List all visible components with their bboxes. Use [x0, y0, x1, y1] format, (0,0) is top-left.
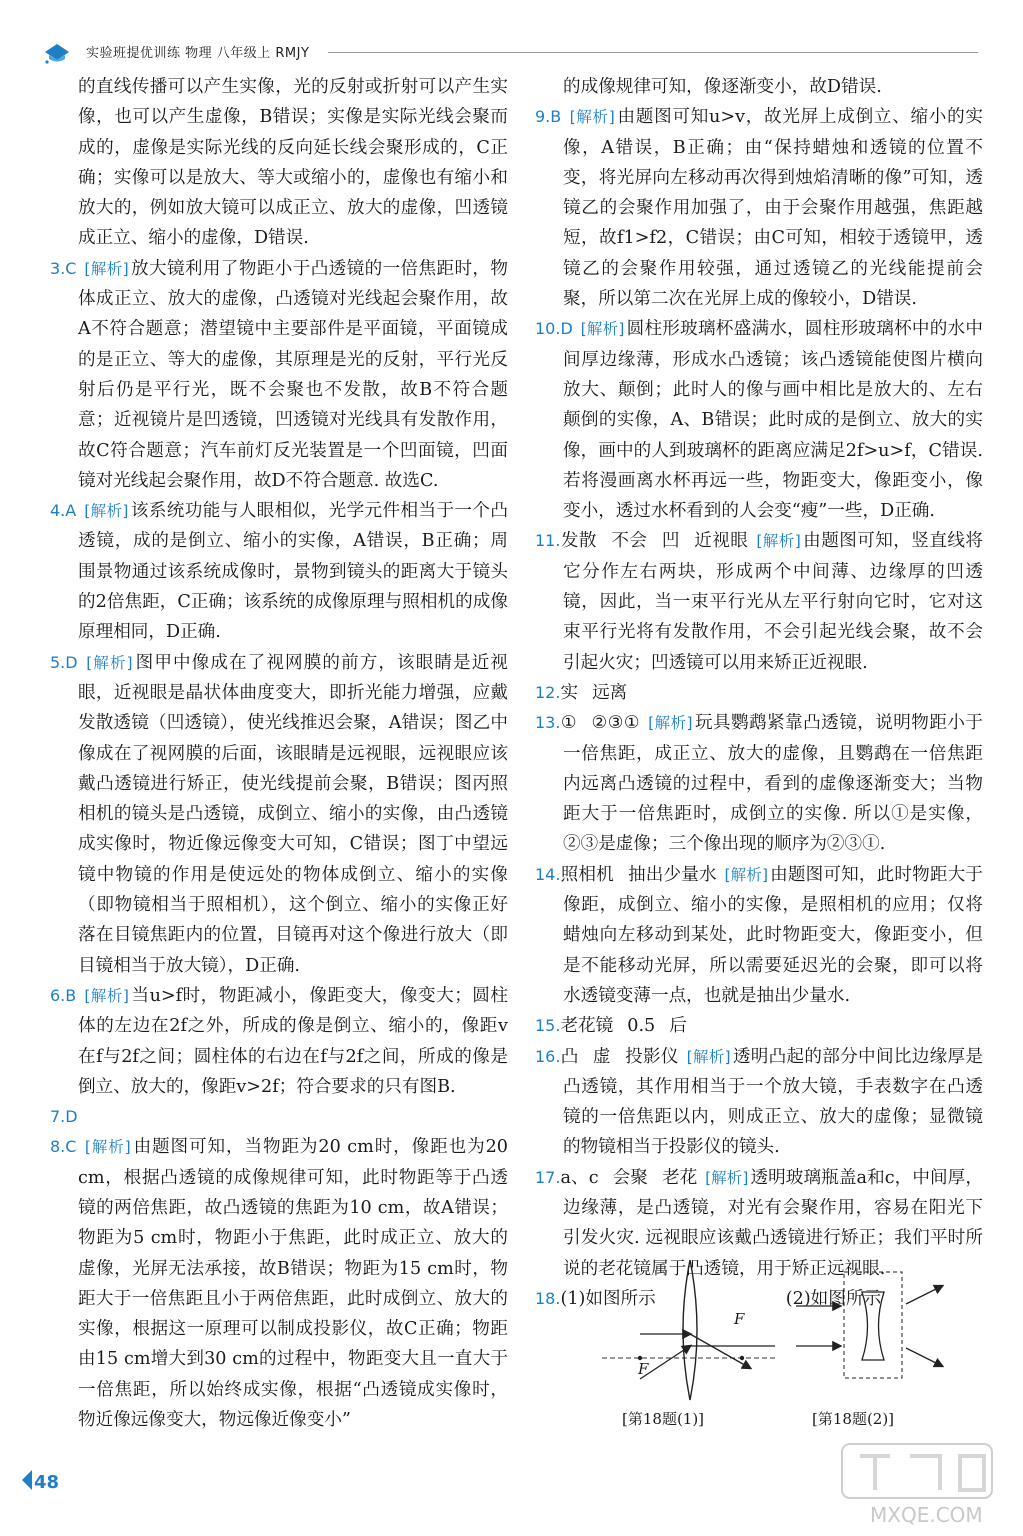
answer-number: 5.D [50, 652, 78, 672]
answer-number: 4.A [50, 501, 77, 521]
answer-item-14 [535, 860, 983, 1011]
answer-item-8 [50, 1132, 508, 1435]
figure-caption-1: [第18题(1)] [622, 1410, 705, 1428]
answer-value: 后 [669, 1016, 687, 1037]
analysis-text: 由题图可知，竖直线将它分作左右两块，形成两个中间薄、边缘厚的凹透镜，因此，当一束平行光从左平行射向它时，它对这束平行光将有发散作用，不会引起光线会聚，故不会引起火灾；凹透镜可以用来矫正近视眼. [563, 531, 983, 673]
book-title: 实验班提优训练 物理 八年级上 RMJY [86, 46, 310, 61]
focus-label-upper: F [734, 1310, 745, 1328]
analysis-text: 由题图可知，此时物距大于像距，成倒立、缩小的实像，是照相机的应用；仅将蜡烛向左移动到某处，此时物距变大，像距变小，但是不能移动光屏，所以需要延迟光的会聚，即可以将水透镜变薄一点，也就是抽出少量水. [563, 864, 983, 1006]
analysis-text: 该系统功能与人眼相似，光学元件相当于一个凸透镜，成的是倒立、缩小的实像，A错误，B正确；周围景物通过该系统成像时，景物到镜头的距离大于镜头的2倍焦距，C正确；该系统的成像原理与照相机的成像原理相同，D正确. [78, 501, 508, 643]
analysis-tag: [解析] [580, 320, 625, 339]
answer-value: 0.5 [627, 1016, 656, 1037]
answer-item-13 [535, 708, 983, 859]
answer-number: 14. [535, 864, 561, 884]
continued-answer-text: 的成像规律可知，像逐渐变小，故D错误. [563, 77, 882, 97]
analysis-tag: [解析] [724, 865, 769, 884]
answer-number: 12. [535, 682, 561, 702]
book-logo-icon [44, 42, 70, 64]
page-number: 48 [34, 1472, 60, 1493]
analysis-text: 由题图可知u>v，故光屏上成倒立、缩小的实像，A错误，B正确；由“保持蜡烛和透镜的位置不变，将光屏向左移动再次得到烛焰清晰的像”可知，透镜乙的会聚作用加强了，由于会聚作用越强，焦距越短，故f1>f2，C错误；由C可知，相较于透镜甲，透镜乙的会聚作用较强，通过透镜乙的光线能提前会聚，所以第二次在光屏上成的像较小，D错误. [563, 107, 983, 310]
answer-number: 8.C [50, 1137, 77, 1157]
analysis-text: 透明玻璃瓶盖a和c，中间厚，边缘薄，是凸透镜，对光有会聚作用，容易在阳光下引发火灾. 远视眼应该戴凸透镜进行矫正；我们平时所说的老花镜属于凸透镜，用于矫正远视眼. [563, 1167, 983, 1279]
analysis-text: 玩具鹦鹉紧靠凸透镜，说明物距小于一倍焦距，成正立、放大的虚像，且鹦鹉在一倍焦距内远离凸透镜的过程中，看到的虚像逐渐变大；当物距大于一倍焦距时，成倒立的实像. 所以①是实像，②③是虚像；三个像出现的顺序为②③①. [563, 713, 983, 855]
convex-lens-diagram [600, 1258, 780, 1403]
concave-lens-box-diagram [794, 1266, 944, 1386]
left-column [50, 72, 508, 1435]
answer-number: 9.B [535, 107, 562, 127]
answer-value: 老花镜 [560, 1016, 614, 1037]
page-number-badge [20, 1462, 80, 1502]
answer-item-9 [535, 102, 983, 314]
analysis-tag: [解析] [569, 108, 615, 127]
analysis-tag: [解析] [84, 502, 129, 521]
watermark-text: MXQE.COM [870, 1503, 983, 1527]
focus-label-lower: F [638, 1360, 649, 1378]
answer-number: 7.D [50, 1107, 78, 1127]
answer-item-7 [50, 1102, 508, 1132]
watermark-logo-icon [830, 1440, 1015, 1532]
answer-value: 投影仪 [624, 1046, 679, 1067]
answer-value: 近视眼 [693, 531, 749, 552]
analysis-text: 图甲中像成在了视网膜的前方，该眼睛是近视眼，近视眼是晶状体曲度变大，即折光能力增强，应戴发散透镜（凹透镜），使光线推迟会聚，A错误；图乙中像成在了视网膜的后面，该眼睛是远视眼，远视眼应该戴凸透镜进行矫正，使光线提前会聚，B错误；图丙照相机的镜头是凸透镜，成倒立、缩小的实像，由凸透镜成实像时，物近像远像变大可知，C错误；图丁中望远镜中物镜的作用是使远处的物体成倒立、缩小的实像（即物镜相当于照相机），这个倒立、缩小的实像正好落在目镜焦距内的位置，目镜再对这个像进行放大（即目镜相当于放大镜），D正确. [78, 652, 508, 976]
analysis-tag: [解析] [86, 653, 133, 672]
answer-item-16 [535, 1042, 983, 1163]
answer-number: 15. [535, 1016, 561, 1036]
answer-value: 实 [560, 682, 579, 703]
answer-value: 老花 [661, 1167, 698, 1188]
analysis-tag: [解析] [705, 1168, 749, 1187]
answer-value: (1)如图所示 [560, 1288, 656, 1309]
answer-value: ②③① [591, 713, 641, 734]
answer-item-15 [535, 1011, 983, 1041]
answer-value: 照相机 [560, 864, 614, 885]
answer-item-12 [535, 678, 983, 708]
answer-value: 不会 [610, 531, 648, 552]
answer-value: 凸 [560, 1046, 579, 1067]
analysis-text: 由题图可知，当物距为20 cm时，像距也为20 cm，根据凸透镜的成像规律可知，此时物距等于凸透镜的两倍焦距，故凸透镜的焦距为10 cm，故A错误；物距为5 cm时，物距小于焦距，此时成正立、放大的虚像，光屏无法承接，故B错误；物距为15 cm时，物距大于一倍焦距且小于两倍焦距，此时成倒立、放大的实像，根据这一原理可以制成投影仪，故C正确；物距由15 cm增大到30 cm的过程中，物距变大且一直大于一倍焦距，所以始终成实像，根据“凸透镜成实像时，物近像远像变大，物远像近像变小” [78, 1137, 508, 1431]
answer-number: 6.B [50, 985, 77, 1005]
analysis-tag: [解析] [84, 259, 129, 278]
header-rule [328, 52, 978, 53]
analysis-text: 放大镜利用了物距小于凸透镜的一倍焦距时，物体成正立、放大的虚像，凸透镜对光线起会聚作用，故A不符合题意；潜望镜中主要部件是平面镜，平面镜成的是正立、等大的虚像，其原理是光的反射，平行光反射后仍是平行光，既不会聚也不发散，故B不符合题意；近视镜片是凹透镜，凹透镜对光线具有发散作用，故C符合题意；汽车前灯反光装置是一个凹面镜，凹面镜对光线起会聚作用，故D不符合题意. 故选C. [78, 258, 508, 491]
answer-value: 远离 [592, 682, 628, 703]
answer-item-11 [535, 526, 983, 677]
analysis-tag: [解析] [686, 1047, 731, 1066]
answer-value: 凹 [661, 531, 680, 552]
site-watermark [830, 1440, 1015, 1532]
figure-caption-2: [第18题(2)] [812, 1410, 895, 1428]
analysis-tag: [解析] [756, 532, 801, 551]
answer-item-10 [535, 314, 983, 526]
answer-item-3 [50, 254, 508, 496]
analysis-text: 透明凸起的部分中间比边缘厚是凸透镜，其作用相当于一个放大镜，手表数字在凸透镜的一倍焦距以内，则成正立、放大的虚像；显微镜的物镜相当于投影仪的镜头. [563, 1046, 983, 1158]
answer-value: a、c [560, 1167, 599, 1188]
answer-value: (2)如图所示 [785, 1288, 882, 1309]
analysis-tag: [解析] [84, 1138, 131, 1157]
answer-number: 3.C [50, 258, 77, 278]
answer-number: 17. [535, 1167, 561, 1187]
figures-q18 [600, 1258, 960, 1448]
answer-item-6 [50, 981, 508, 1102]
answer-value: 发散 [560, 531, 597, 552]
answer-number: 18. [535, 1288, 561, 1308]
analysis-text: 当u>f时，物距减小，像距变大，像变大；圆柱体的左边在2f之外，所成的像是倒立、缩小的，像距v在f与2f之间；圆柱体的右边在f与2f之间，所成的像是倒立、放大的，像距v>2f；符合要求的只有图B. [78, 985, 508, 1097]
analysis-tag: [解析] [648, 714, 693, 733]
answer-number: 10.D [535, 319, 573, 339]
answer-value: 抽出少量水 [627, 864, 717, 885]
analysis-tag: [解析] [84, 986, 129, 1005]
answer-item-5 [50, 648, 508, 981]
right-column [535, 72, 983, 1314]
answer-value: 会聚 [612, 1167, 648, 1188]
answer-number: 11. [535, 531, 561, 551]
answer-number: 13. [535, 713, 561, 733]
answer-value: 虚 [592, 1046, 611, 1067]
continued-answer-text: 的直线传播可以产生实像，光的反射或折射可以产生实像，也可以产生虚像，B错误；实像是实际光线会聚而成的，虚像是实际光线的反向延长线会聚形成的，C正确；实像可以是放大、等大或缩小的，虚像也有缩小和放大的，例如放大镜可以成正立、放大的虚像，凹透镜成正立、缩小的虚像，D错误. [78, 77, 508, 249]
answer-item-4 [50, 496, 508, 647]
page-header [38, 40, 978, 66]
answer-value: ① [560, 713, 578, 734]
answer-number: 16. [535, 1046, 561, 1066]
analysis-text: 圆柱形玻璃杯盛满水，圆柱形玻璃杯中的水中间厚边缘薄，形成水凸透镜；该凸透镜能使图片横向放大、颠倒；此时人的像与画中相比是放大的、左右颠倒的实像，A、B错误；此时成的是倒立、放大的实像，画中的人到玻璃杯的距离应满足2f>u>f，C错误. 若将漫画离水杯再远一些，物距变大，像距变小，像变小，透过水杯看到的人会变“瘦”一些，D正确. [563, 319, 983, 522]
